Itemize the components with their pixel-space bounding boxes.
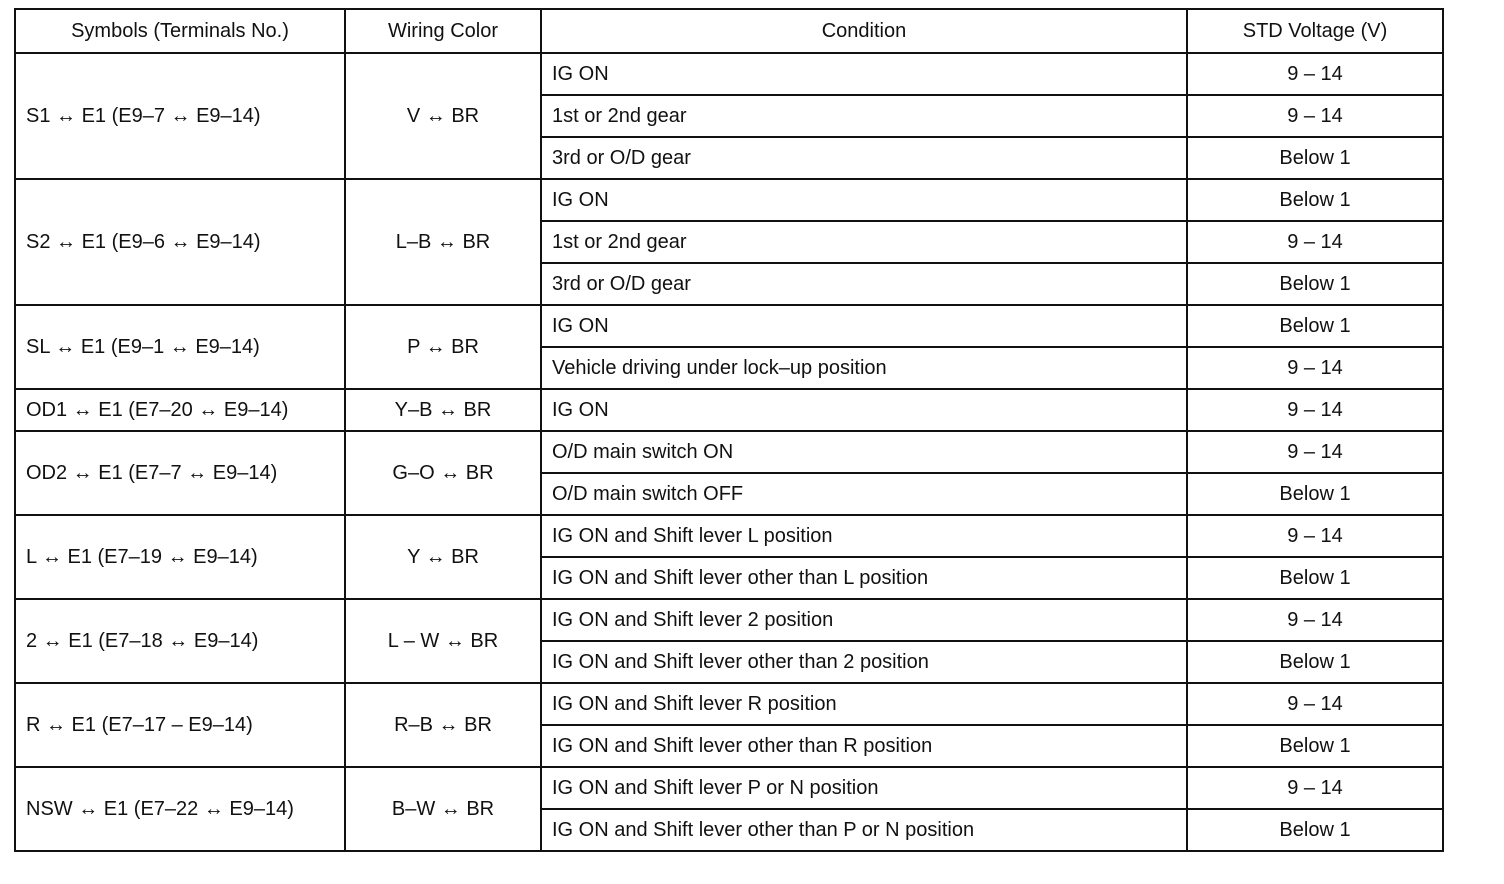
header-condition: Condition <box>541 9 1187 53</box>
terminal-symbol: SL ↔ E1 (E9–1 ↔ E9–14) <box>15 305 345 389</box>
voltage-cell: Below 1 <box>1187 641 1443 683</box>
condition-cell: IG ON and Shift lever other than L position <box>541 557 1187 599</box>
terminal-symbol: R ↔ E1 (E7–17 – E9–14) <box>15 683 345 767</box>
condition-cell: 3rd or O/D gear <box>541 263 1187 305</box>
table-row <box>15 389 1443 431</box>
condition-cell: IG ON <box>541 53 1187 95</box>
terminal-symbol: OD1 ↔ E1 (E7–20 ↔ E9–14) <box>15 389 345 431</box>
voltage-cell: Below 1 <box>1187 137 1443 179</box>
condition-cell: 1st or 2nd gear <box>541 95 1187 137</box>
condition-cell: IG ON <box>541 179 1187 221</box>
voltage-cell: 9 – 14 <box>1187 599 1443 641</box>
table-row <box>15 515 1443 557</box>
condition-cell: 1st or 2nd gear <box>541 221 1187 263</box>
voltage-cell: Below 1 <box>1187 473 1443 515</box>
condition-cell: IG ON <box>541 389 1187 431</box>
wiring-color: Y ↔ BR <box>345 515 541 599</box>
terminal-symbol: S2 ↔ E1 (E9–6 ↔ E9–14) <box>15 179 345 305</box>
wiring-color: G–O ↔ BR <box>345 431 541 515</box>
voltage-cell: Below 1 <box>1187 809 1443 851</box>
table-row <box>15 683 1443 725</box>
voltage-cell: 9 – 14 <box>1187 389 1443 431</box>
wiring-color: R–B ↔ BR <box>345 683 541 767</box>
header-std-voltage: STD Voltage (V) <box>1187 9 1443 53</box>
table-row <box>15 599 1443 641</box>
header-wiring-color: Wiring Color <box>345 9 541 53</box>
table-row <box>15 431 1443 473</box>
voltage-table <box>14 8 1444 852</box>
voltage-cell: 9 – 14 <box>1187 431 1443 473</box>
voltage-cell: 9 – 14 <box>1187 221 1443 263</box>
condition-cell: IG ON and Shift lever P or N position <box>541 767 1187 809</box>
condition-cell: IG ON and Shift lever R position <box>541 683 1187 725</box>
terminal-symbol: L ↔ E1 (E7–19 ↔ E9–14) <box>15 515 345 599</box>
condition-cell: IG ON <box>541 305 1187 347</box>
wiring-color: B–W ↔ BR <box>345 767 541 851</box>
voltage-cell: Below 1 <box>1187 725 1443 767</box>
voltage-cell: Below 1 <box>1187 179 1443 221</box>
voltage-cell: 9 – 14 <box>1187 347 1443 389</box>
wiring-color: P ↔ BR <box>345 305 541 389</box>
header-row <box>15 9 1443 53</box>
condition-cell: 3rd or O/D gear <box>541 137 1187 179</box>
condition-cell: IG ON and Shift lever L position <box>541 515 1187 557</box>
condition-cell: O/D main switch OFF <box>541 473 1187 515</box>
voltage-cell: 9 – 14 <box>1187 53 1443 95</box>
table-row <box>15 179 1443 221</box>
wiring-color: V ↔ BR <box>345 53 541 179</box>
voltage-cell: Below 1 <box>1187 263 1443 305</box>
wiring-color: L – W ↔ BR <box>345 599 541 683</box>
voltage-cell: 9 – 14 <box>1187 767 1443 809</box>
condition-cell: Vehicle driving under lock–up position <box>541 347 1187 389</box>
condition-cell: O/D main switch ON <box>541 431 1187 473</box>
voltage-cell: 9 – 14 <box>1187 683 1443 725</box>
table-row <box>15 305 1443 347</box>
terminal-symbol: OD2 ↔ E1 (E7–7 ↔ E9–14) <box>15 431 345 515</box>
wiring-color: L–B ↔ BR <box>345 179 541 305</box>
voltage-cell: 9 – 14 <box>1187 515 1443 557</box>
terminal-symbol: 2 ↔ E1 (E7–18 ↔ E9–14) <box>15 599 345 683</box>
condition-cell: IG ON and Shift lever other than 2 position <box>541 641 1187 683</box>
wiring-color: Y–B ↔ BR <box>345 389 541 431</box>
condition-cell: IG ON and Shift lever other than P or N position <box>541 809 1187 851</box>
condition-cell: IG ON and Shift lever 2 position <box>541 599 1187 641</box>
header-symbols: Symbols (Terminals No.) <box>15 9 345 53</box>
terminal-symbol: S1 ↔ E1 (E9–7 ↔ E9–14) <box>15 53 345 179</box>
table-row <box>15 53 1443 95</box>
voltage-cell: 9 – 14 <box>1187 95 1443 137</box>
voltage-cell: Below 1 <box>1187 305 1443 347</box>
voltage-cell: Below 1 <box>1187 557 1443 599</box>
terminal-symbol: NSW ↔ E1 (E7–22 ↔ E9–14) <box>15 767 345 851</box>
table-row <box>15 767 1443 809</box>
condition-cell: IG ON and Shift lever other than R position <box>541 725 1187 767</box>
